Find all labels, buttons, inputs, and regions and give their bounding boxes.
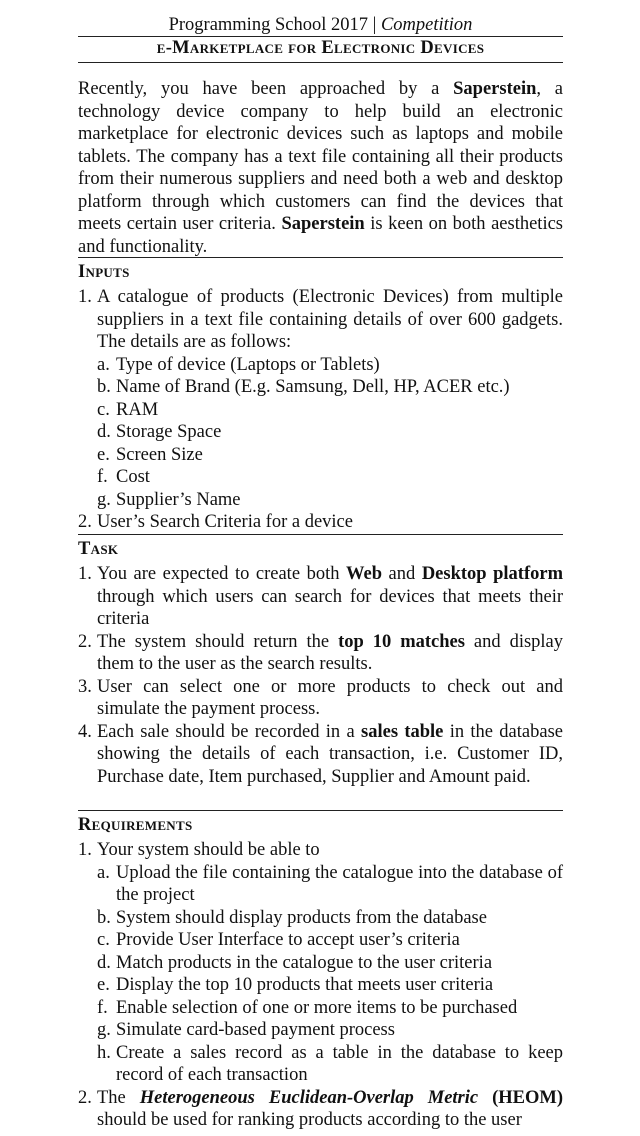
list-item	[78, 286, 563, 354]
item-number: 1.	[78, 287, 92, 307]
running-header	[78, 14, 563, 36]
list-item: 2. The system should return the top 10 matches and display them to the user as the search results.	[78, 631, 564, 674]
detail-item: f. Cost	[97, 467, 150, 487]
detail-item: a. Type of device (Laptops or Tablets)	[97, 354, 380, 375]
competition-label: Competition	[380, 15, 473, 35]
requirement-sub-item: c. Provide User Interface to accept user’s criteria	[97, 930, 460, 950]
inputs-heading: Inputs	[78, 262, 130, 282]
company-name: Saperstein	[281, 214, 365, 234]
detail-item: b. Name of Brand (E.g. Samsung, Dell, HP, ACER etc.)	[97, 377, 510, 397]
inputs-list	[78, 286, 563, 534]
task-list	[78, 563, 563, 788]
requirement-sub-item: d. Match products in the catalogue to the user criteria	[97, 952, 493, 973]
section-rule	[78, 810, 563, 811]
detail-item: e. Screen Size	[97, 444, 203, 465]
list-item: 1. Your system should be able to	[78, 840, 320, 860]
school-name: Programming School 2017	[168, 15, 368, 35]
requirement-sub-item: e. Display the top 10 products that meets user criteria	[97, 975, 494, 995]
page-title: e-Marketplace for Electronic Devices	[156, 38, 485, 58]
requirement-sub-item: f. Enable selection of one or more items to be purchased	[97, 997, 518, 1018]
header-separator: |	[372, 15, 377, 35]
list-item: 1. You are expected to create both Web and Desktop platform through which users can search for devices that meets their criteria	[78, 564, 563, 629]
detail-item: g. Supplier’s Name	[97, 489, 241, 510]
intro-text-2: , a technology device company to help build an electronic marketplace for electronic devices such as laptops and mobile tablets. The company has a text file containing all their products from their numerous suppliers and need both a web and desktop platform through which customers can find the devices that meets certain user criteria.	[78, 79, 563, 234]
list-item: 3. User can select one or more products to check out and simulate the payment process.	[78, 676, 563, 719]
item-number: 2.	[78, 512, 92, 532]
item-text: A catalogue of products (Electronic Devices) from multiple suppliers in a text file containing details of over 600 gadgets. The details are as follows:	[97, 287, 563, 352]
intro-text-1: Recently, you have been approached by a	[78, 79, 454, 99]
requirements-list	[78, 839, 563, 1132]
company-name: Saperstein	[453, 79, 537, 99]
requirement-sub-item: g. Simulate card-based payment process	[97, 1020, 395, 1040]
detail-item: c. RAM	[97, 399, 159, 420]
requirement-sub-item: a. Upload the file containing the catalogue into the database of the project	[97, 862, 563, 905]
requirement-sub-item: b. System should display products from the database	[97, 907, 487, 928]
task-heading: Task	[78, 539, 119, 559]
requirement-sub-item: h. Create a sales record as a table in the database to keep record of each transaction	[97, 1042, 563, 1085]
detail-item: d. Storage Space	[97, 422, 222, 442]
section-rule	[78, 534, 563, 535]
item-text: User’s Search Criteria for a device	[97, 512, 353, 532]
requirements-heading: Requirements	[78, 815, 193, 835]
title-rule	[78, 62, 563, 63]
intro-paragraph	[78, 78, 563, 258]
list-item: 2. The Heterogeneous Euclidean-Overlap Metric (HEOM) should be used for ranking products according to the user	[78, 1087, 564, 1130]
section-rule	[78, 257, 563, 258]
list-item	[78, 511, 563, 534]
intro-text-3: is keen on both aesthetics and functionality.	[78, 214, 563, 257]
list-item: 4. Each sale should be recorded in a sales table in the database showing the details of each transaction, i.e. Customer ID, Purchase date, Item purchased, Supplier and Amount paid.	[78, 721, 563, 787]
